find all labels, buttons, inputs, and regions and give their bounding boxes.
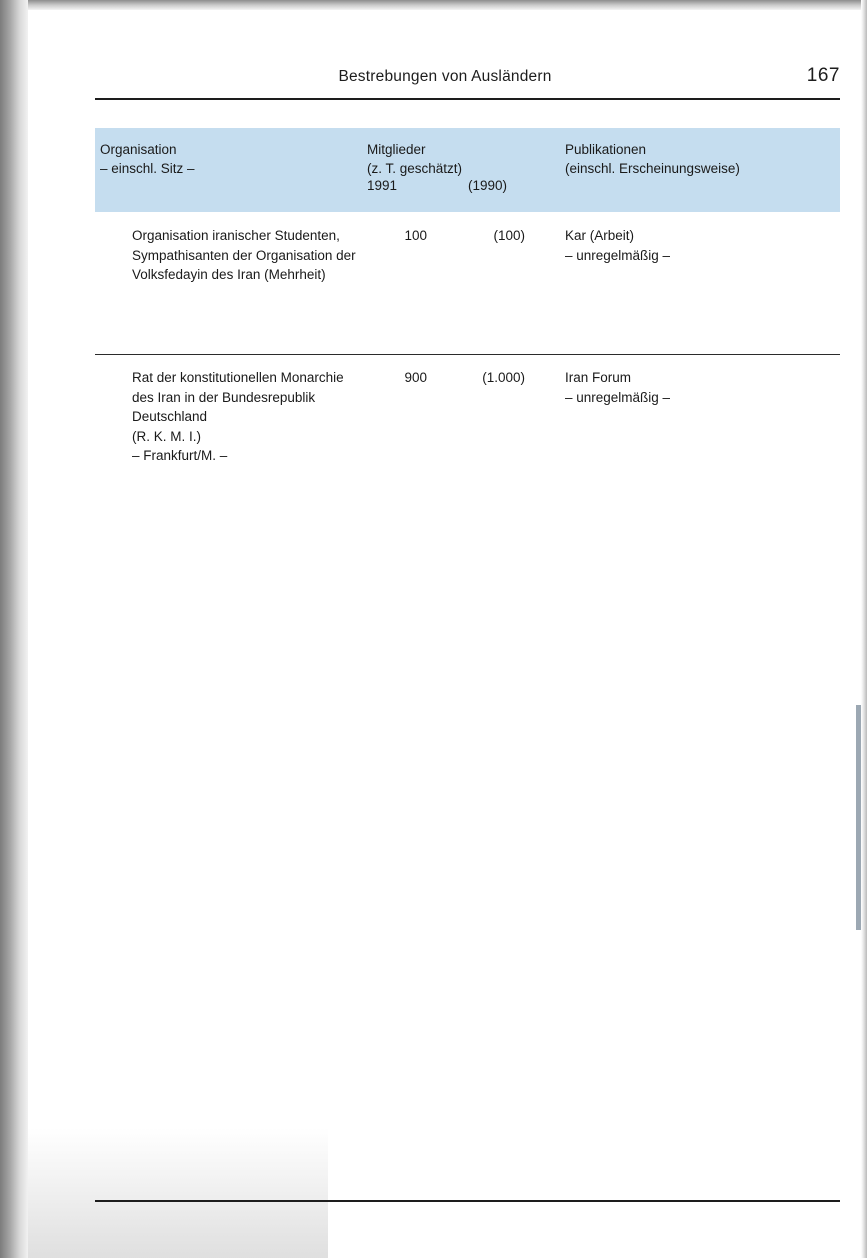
cell-organisation: Rat der konstitutionellen Monarchie des Iran in der Bundesrepublik Deutschland (R. K. M. I.) – Frankfurt/M. – <box>132 370 344 463</box>
scan-margin-mark <box>856 705 861 930</box>
scan-edge-left <box>0 0 28 1258</box>
column-header-organisation <box>100 141 195 178</box>
cell-members-1991: 100 <box>404 228 427 243</box>
cell-members-1990: (100) <box>493 228 525 243</box>
column-header-publications-line2: (einschl. Erscheinungsweise) <box>565 160 740 176</box>
running-head-title: Bestrebungen von Ausländern <box>338 68 552 85</box>
running-head <box>95 65 840 90</box>
table-row <box>95 354 840 566</box>
cell-organisation: Organisation iranischer Studenten, Sympathisanten der Organisation der Volksfedayin des Iran (Mehrheit) <box>132 228 356 282</box>
column-header-publications-line1: Publikationen <box>565 142 647 157</box>
column-header-organisation-line1: Organisation <box>100 142 177 157</box>
header-rule <box>95 98 840 100</box>
page-number: 167 <box>806 65 840 86</box>
table-row <box>95 212 840 354</box>
cell-publications: Kar (Arbeit) – unregelmäßig – <box>565 228 671 263</box>
column-header-members-line1: Mitglieder <box>367 142 426 157</box>
page-content <box>95 0 840 1258</box>
column-header-publications <box>565 141 740 178</box>
footer-rule <box>95 1200 840 1202</box>
column-header-members-line2: (z. T. geschätzt) <box>367 160 463 176</box>
column-header-year-1991: 1991 <box>367 178 398 193</box>
organisations-table <box>95 128 840 566</box>
cell-members-1991: 900 <box>404 370 427 385</box>
column-header-organisation-line2: – einschl. Sitz – <box>100 160 195 176</box>
scan-edge-right <box>861 0 867 1258</box>
table-header-band <box>95 128 840 212</box>
column-header-members <box>367 141 462 178</box>
column-header-year-1990: (1990) <box>468 178 508 193</box>
row-separator <box>95 354 840 355</box>
cell-members-1990: (1.000) <box>482 370 525 385</box>
cell-publications: Iran Forum – unregelmäßig – <box>565 370 671 405</box>
